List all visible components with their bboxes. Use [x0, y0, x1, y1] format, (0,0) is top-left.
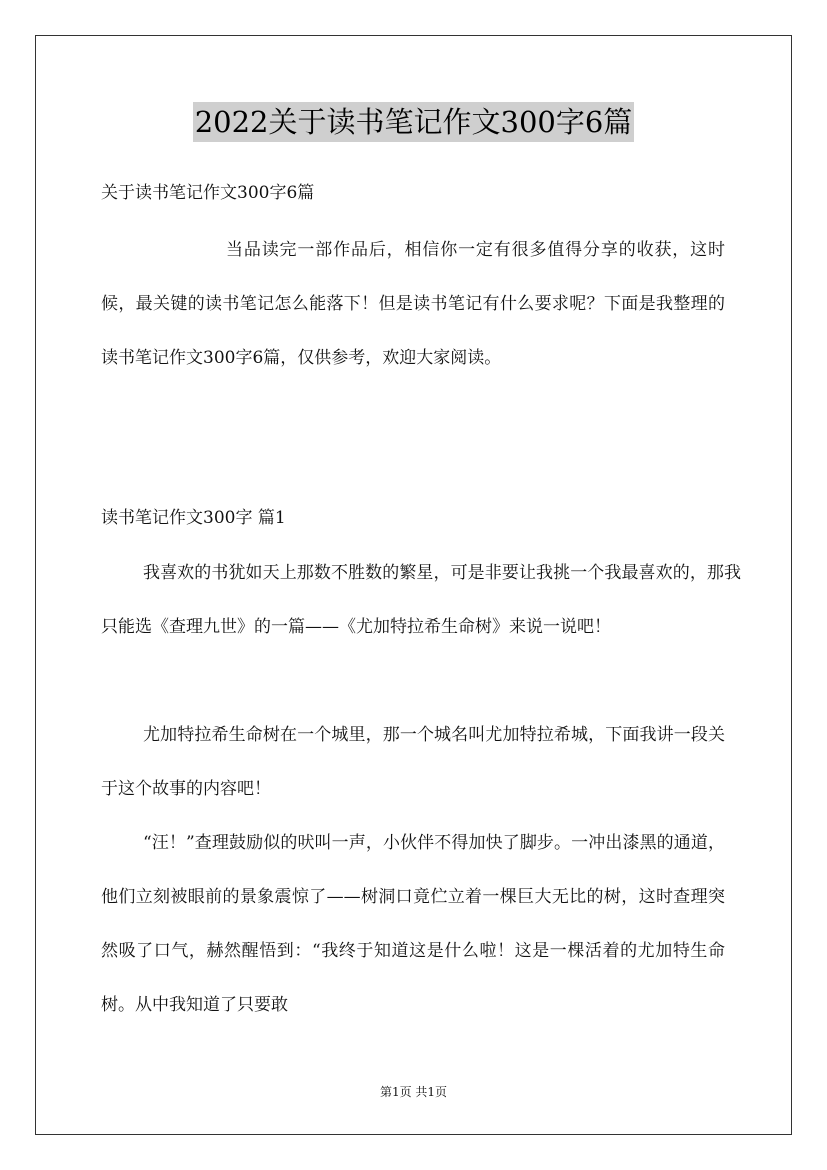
document-subtitle: 关于读书笔记作文300字6篇 [101, 183, 315, 203]
page-footer: 第1页 共1页 [379, 1085, 448, 1099]
body-paragraph-3: “汪！”查理鼓励似的吠叫一声，小伙伴不得加快了脚步。一冲出漆黑的通道，他们立刻被眼前的景象震惊了——树洞口竟伫立着一棵巨大无比的树，这时查理突然吸了口气，赫然醒悟到：“我终于知道这是什么啦！这是一棵活着的尤加特生命树。从中我知道了只要敢 [101, 833, 725, 1015]
document-title: 2022关于读书笔记作文300字6篇 [193, 102, 635, 142]
body-paragraph-1: 我喜欢的书犹如天上那数不胜数的繁星，可是非要让我挑一个我最喜欢的，那我只能选《查理九世》的一篇——《尤加特拉希生命树》来说一说吧！ [101, 563, 741, 637]
body-paragraph-2: 尤加特拉希生命树在一个城里，那一个城名叫尤加特拉希城，下面我讲一段关于这个故事的内容吧！ [101, 725, 725, 799]
section-heading: 读书笔记作文300字 篇1 [101, 508, 286, 528]
title-container [0, 102, 827, 142]
intro-paragraph: 当品读完一部作品后，相信你一定有很多值得分享的收获，这时候，最关键的读书笔记怎么能落下！但是读书笔记有什么要求呢？下面是我整理的读书笔记作文300字6篇，仅供参考，欢迎大家阅读。 [101, 240, 725, 368]
